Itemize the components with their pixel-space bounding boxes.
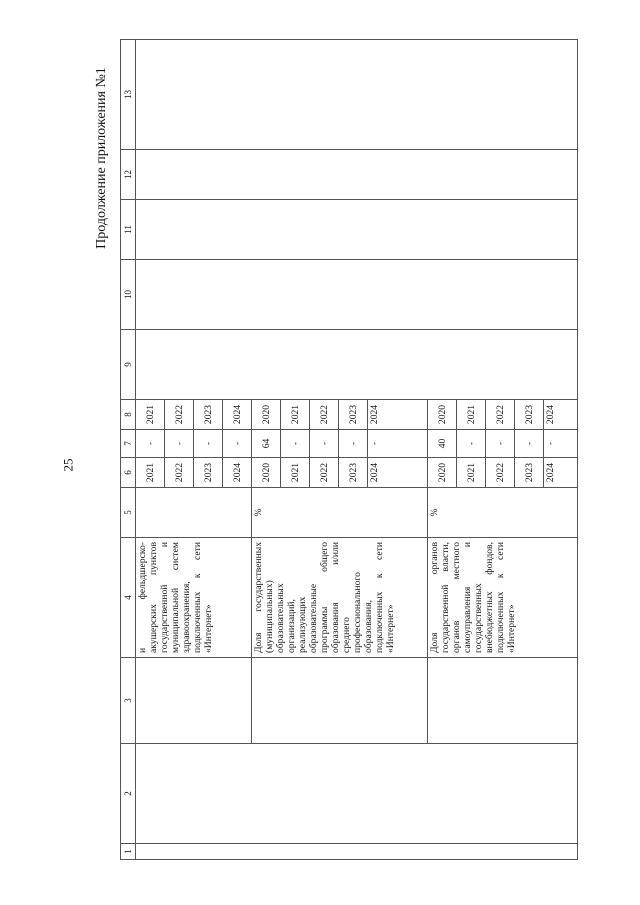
value: - (339, 430, 368, 458)
cell-col3 (252, 658, 428, 744)
unit: % (252, 488, 428, 538)
cell-col12 (136, 150, 578, 200)
indicators-table (120, 39, 578, 860)
year: 2023 (515, 458, 544, 488)
cell-col3 (136, 658, 252, 744)
value: - (544, 430, 578, 458)
value: - (136, 430, 165, 458)
year: 2023 (194, 458, 223, 488)
column-number: 7 (121, 430, 136, 458)
year: 2023 (339, 458, 368, 488)
cell-col11 (136, 200, 578, 260)
target-year: 2020 (428, 400, 457, 430)
target-year: 2023 (515, 400, 544, 430)
target-year: 2024 (368, 400, 428, 430)
column-number: 2 (121, 744, 136, 844)
cell-col10 (136, 260, 578, 330)
value: - (515, 430, 544, 458)
value: 40 (428, 430, 457, 458)
column-number: 13 (121, 40, 136, 150)
year: 2021 (281, 458, 310, 488)
rotated-table-container (120, 40, 560, 860)
cell-col2 (136, 744, 578, 844)
year: 2021 (457, 458, 486, 488)
target-year: 2024 (544, 400, 578, 430)
page-number: 25 (60, 458, 76, 472)
cell-col3 (428, 658, 578, 744)
column-number: 12 (121, 150, 136, 200)
year: 2024 (544, 458, 578, 488)
target-year: 2022 (310, 400, 339, 430)
cell-col1 (136, 844, 578, 860)
unit (136, 488, 252, 538)
column-number: 6 (121, 458, 136, 488)
value: - (194, 430, 223, 458)
value: - (310, 430, 339, 458)
indicator-description: и фельдшерско-акушерских пунктов государственной и муниципальной систем здравоохранения, подключенных к сети «Интернет» (136, 538, 252, 658)
column-number: 4 (121, 538, 136, 658)
target-year: 2023 (339, 400, 368, 430)
column-number: 5 (121, 488, 136, 538)
value: - (281, 430, 310, 458)
cell-col9 (136, 330, 578, 400)
column-number: 1 (121, 844, 136, 860)
value: - (457, 430, 486, 458)
target-year: 2022 (486, 400, 515, 430)
year: 2021 (136, 458, 165, 488)
value: - (223, 430, 252, 458)
year: 2022 (310, 458, 339, 488)
year: 2024 (368, 458, 428, 488)
unit: % (428, 488, 578, 538)
year: 2024 (223, 458, 252, 488)
indicator-description: Доля органов государственной власти, органов местного самоуправления и государственных внебюджетных фондов, подключенных к сети «Интернет» (428, 538, 578, 658)
target-year: 2023 (194, 400, 223, 430)
column-number: 3 (121, 658, 136, 744)
column-number: 11 (121, 200, 136, 260)
target-year: 2021 (136, 400, 165, 430)
year: 2020 (252, 458, 281, 488)
target-year: 2024 (223, 400, 252, 430)
target-year: 2022 (165, 400, 194, 430)
column-number: 8 (121, 400, 136, 430)
target-year: 2020 (252, 400, 281, 430)
year: 2022 (486, 458, 515, 488)
column-number: 9 (121, 330, 136, 400)
appendix-title: Продолжение приложения №1 (94, 67, 109, 249)
value: 64 (252, 430, 281, 458)
target-year: 2021 (457, 400, 486, 430)
year: 2020 (428, 458, 457, 488)
table-row (136, 40, 165, 860)
value: - (165, 430, 194, 458)
column-numbers-row (121, 40, 136, 860)
cell-col13 (136, 40, 578, 150)
indicator-description: Доля государственных (муниципальных) образовательных организаций, реализующих образовательные программы общего образования и/или среднего профессионального образования, подключенных к сети «Интернет» (252, 538, 428, 658)
year: 2022 (165, 458, 194, 488)
target-year: 2021 (281, 400, 310, 430)
column-number: 10 (121, 260, 136, 330)
value: - (486, 430, 515, 458)
value: - (368, 430, 428, 458)
